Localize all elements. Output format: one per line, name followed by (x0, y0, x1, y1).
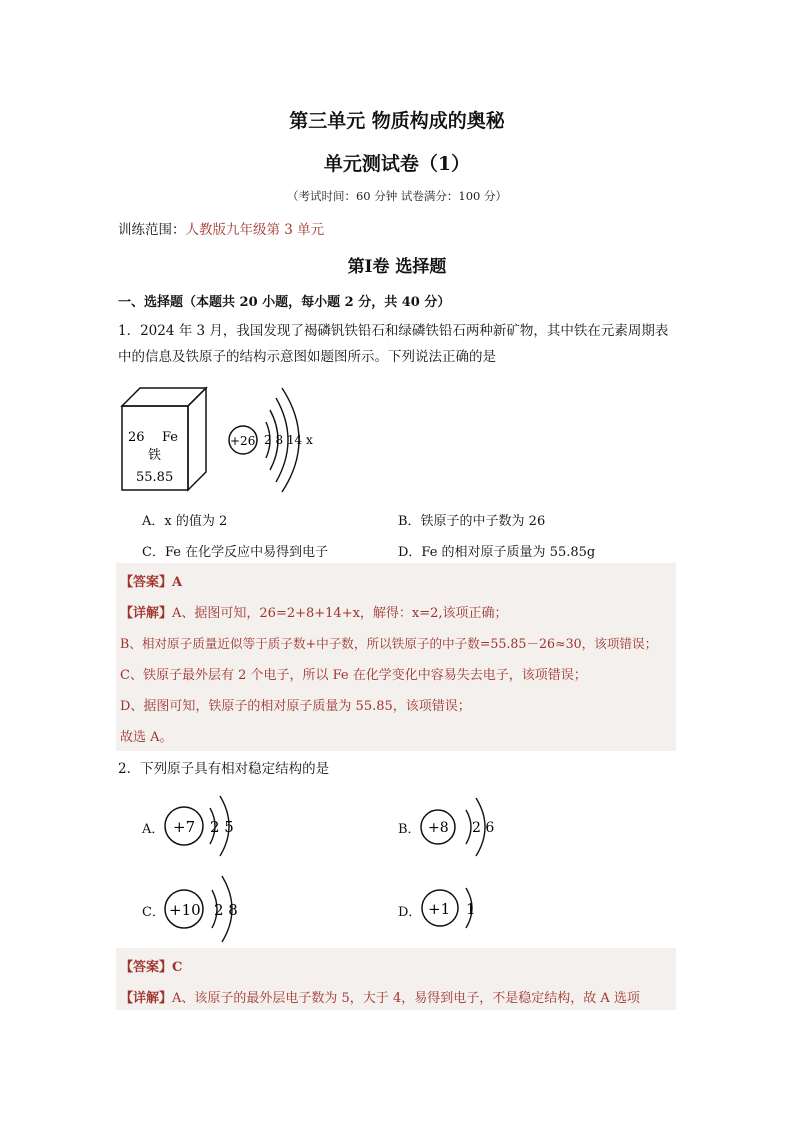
q2-option-c-diagram[interactable] (160, 870, 250, 948)
q1-option-c[interactable]: C．Fe 在化学反应中易得到电子 (142, 545, 329, 560)
element-mass: 55.85 (136, 470, 174, 485)
range-label: 训练范围： (118, 222, 186, 238)
range-value: 人教版九年级第 3 单元 (185, 222, 325, 238)
q2-option-d-diagram[interactable] (418, 874, 498, 942)
section-title: 第Ⅰ卷 选择题 (347, 257, 447, 277)
q2-b-electrons: 2 6 (472, 820, 495, 836)
q2-b-nucleus: +8 (428, 820, 449, 836)
training-range (118, 218, 324, 238)
question-1-stem (118, 318, 678, 370)
q2-c-nucleus: +10 (169, 901, 201, 919)
q1-detail-line5: 故选 A。 (120, 730, 173, 745)
q2-c-electrons: 2 8 (214, 901, 238, 919)
page-title: 第三单元 物质构成的奥秘 (289, 110, 505, 132)
element-number: 26 (128, 430, 145, 445)
q1-figure (118, 384, 338, 494)
q1-stem-line1: 1．2024 年 3 月，我国发现了褐磷钒铁铅石和绿磷铁铅石两种新矿物，其中铁在元素周期表 (118, 323, 669, 339)
q2-a-nucleus: +7 (173, 818, 196, 836)
q2-d-electrons: 1 (466, 900, 476, 918)
q2-option-b-diagram[interactable] (418, 788, 508, 866)
q1-option-b[interactable]: B．铁原子的中子数为 26 (398, 514, 546, 529)
q2-a-electrons: 2 5 (210, 818, 234, 836)
q2-option-c-label[interactable]: C． (142, 905, 165, 920)
fe-nucleus: +26 (230, 434, 256, 448)
element-name: 铁 (148, 448, 162, 463)
q1-answer: 【答案】A (120, 575, 183, 590)
q2-option-a-diagram[interactable] (160, 786, 250, 866)
q2-d-nucleus: +1 (428, 900, 451, 918)
element-symbol: Fe (162, 430, 179, 445)
q1-option-a[interactable]: A．x 的值为 2 (142, 514, 228, 529)
q2-option-a-label[interactable]: A． (142, 822, 165, 837)
fe-atom-structure-diagram (229, 388, 313, 492)
q1-option-d[interactable]: D．Fe 的相对原子质量为 55.85g (398, 545, 596, 560)
q1-detail-line2: B、相对原子质量近似等于质子数+中子数，所以铁原子的中子数=55.85－26≈30，该项错误； (120, 636, 658, 651)
q1-answer-box (116, 563, 676, 751)
part-heading: 一、选择题（本题共 20 小题，每小题 2 分，共 40 分） (118, 295, 451, 310)
fe-electron-shells: 2 8 14 x (264, 433, 313, 447)
q1-stem-line2: 中的信息及铁原子的结构示意图如题图所示。下列说法正确的是 (118, 349, 496, 365)
q1-detail-line3: C、铁原子最外层有 2 个电子，所以 Fe 在化学变化中容易失去电子，该项错误； (120, 668, 587, 683)
q2-option-d-label[interactable]: D． (398, 905, 422, 920)
q1-detail-line4: D、据图可知，铁原子的相对原子质量为 55.85，该项错误； (120, 699, 471, 714)
q2-detail-line1: 【详解】A、该原子的最外层电子数为 5，大于 4，易得到电子，不是稳定结构，故 A 选项 (120, 991, 640, 1006)
question-2-stem: 2．下列原子具有相对稳定结构的是 (118, 761, 330, 777)
q2-answer-value: C (172, 960, 183, 975)
q2-answer-box (116, 948, 676, 1010)
exam-info: （考试时间：60 分钟 试卷满分：100 分） (286, 189, 508, 203)
element-cell-diagram (122, 388, 206, 490)
q1-answer-value: A (172, 575, 183, 590)
q1-detail-line1: 【详解】A、据图可知，26=2+8+14+x，解得：x=2,该项正确； (120, 606, 508, 621)
page-subtitle: 单元测试卷（1） (323, 153, 471, 175)
q2-answer: 【答案】C (120, 960, 183, 975)
q2-option-b-label[interactable]: B． (398, 822, 421, 837)
